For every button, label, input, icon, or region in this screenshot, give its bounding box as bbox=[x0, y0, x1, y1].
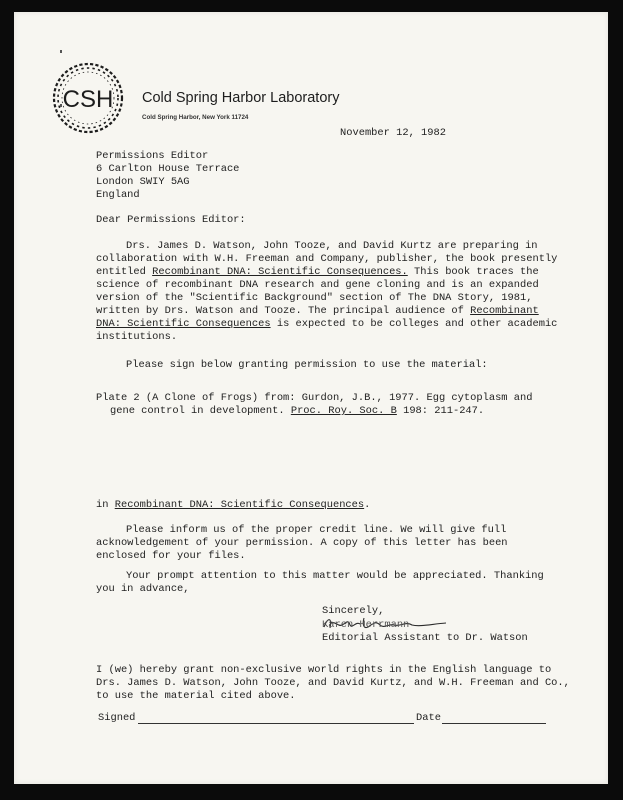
para3-line-2: you in advance, bbox=[96, 583, 190, 595]
para1-line-7: DNA: Scientific Consequences is expected to be colleges and other academic bbox=[96, 318, 558, 330]
in-book-line: in Recombinant DNA: Scientific Consequences. bbox=[96, 499, 371, 511]
margin-mark bbox=[60, 50, 62, 53]
citation-line-1: Plate 2 (A Clone of Frogs) from: Gurdon, J.B., 1977. Egg cytoplasm and bbox=[96, 392, 533, 404]
recipient-line-4: England bbox=[96, 189, 140, 201]
para1-line-1: Drs. James D. Watson, John Tooze, and David Kurtz are preparing in bbox=[126, 240, 538, 252]
salutation: Dear Permissions Editor: bbox=[96, 214, 246, 226]
grant-line-2: Drs. James D. Watson, John Tooze, and David Kurtz, and W.H. Freeman and Co., bbox=[96, 677, 570, 689]
letter-date: November 12, 1982 bbox=[340, 127, 447, 139]
closing-sincerely: Sincerely, bbox=[322, 605, 385, 617]
signature-line[interactable] bbox=[138, 723, 414, 724]
monogram-text: CSH bbox=[62, 86, 114, 113]
grant-line-3: to use the material cited above. bbox=[96, 690, 296, 702]
para1-line-2: collaboration with W.H. Freeman and Company, publisher, the book presently bbox=[96, 253, 558, 265]
para3-line-1: Your prompt attention to this matter would be appreciated. Thanking bbox=[126, 570, 544, 582]
para2-line-1: Please inform us of the proper credit line. We will give full bbox=[126, 524, 507, 536]
para2-line-2: acknowledgement of your permission. A copy of this letter has been bbox=[96, 537, 508, 549]
para1-line-4: science of recombinant DNA research and gene cloning and is an expanded bbox=[96, 279, 539, 291]
date-label: Date bbox=[416, 712, 441, 724]
para1-line-6: written by Drs. Watson and Tooze. The principal audience of Recombinant bbox=[96, 305, 539, 317]
para2-line-3: enclosed for your files. bbox=[96, 550, 246, 562]
date-line[interactable] bbox=[442, 723, 546, 724]
book-title-link: Recombinant DNA: Scientific Consequences. bbox=[152, 266, 408, 278]
org-address: Cold Spring Harbor, New York 11724 bbox=[142, 114, 249, 121]
signed-label: Signed bbox=[98, 712, 136, 724]
recipient-line-1: Permissions Editor bbox=[96, 150, 209, 162]
citation-line-2: gene control in development. Proc. Roy. Soc. B 198: 211-247. bbox=[110, 405, 485, 417]
para1-line-3: entitled Recombinant DNA: Scientific Consequences. This book traces the bbox=[96, 266, 539, 278]
para1-line-5: version of the "Scientific Background" section of The DNA Story, 1981, bbox=[96, 292, 533, 304]
grant-line-1: I (we) hereby grant non-exclusive world rights in the English language to bbox=[96, 664, 552, 676]
signer-name: Karen Herrmann bbox=[322, 619, 410, 631]
csh-monogram-logo bbox=[48, 58, 128, 138]
permission-request: Please sign below granting permission to use the material: bbox=[126, 359, 488, 371]
recipient-line-3: London SWIY 5AG bbox=[96, 176, 190, 188]
para1-line-8: institutions. bbox=[96, 331, 178, 343]
signer-title: Editorial Assistant to Dr. Watson bbox=[322, 632, 528, 644]
org-name: Cold Spring Harbor Laboratory bbox=[142, 90, 340, 106]
margin-mark bbox=[60, 104, 62, 107]
letter-page bbox=[14, 12, 608, 784]
recipient-line-2: 6 Carlton House Terrace bbox=[96, 163, 240, 175]
